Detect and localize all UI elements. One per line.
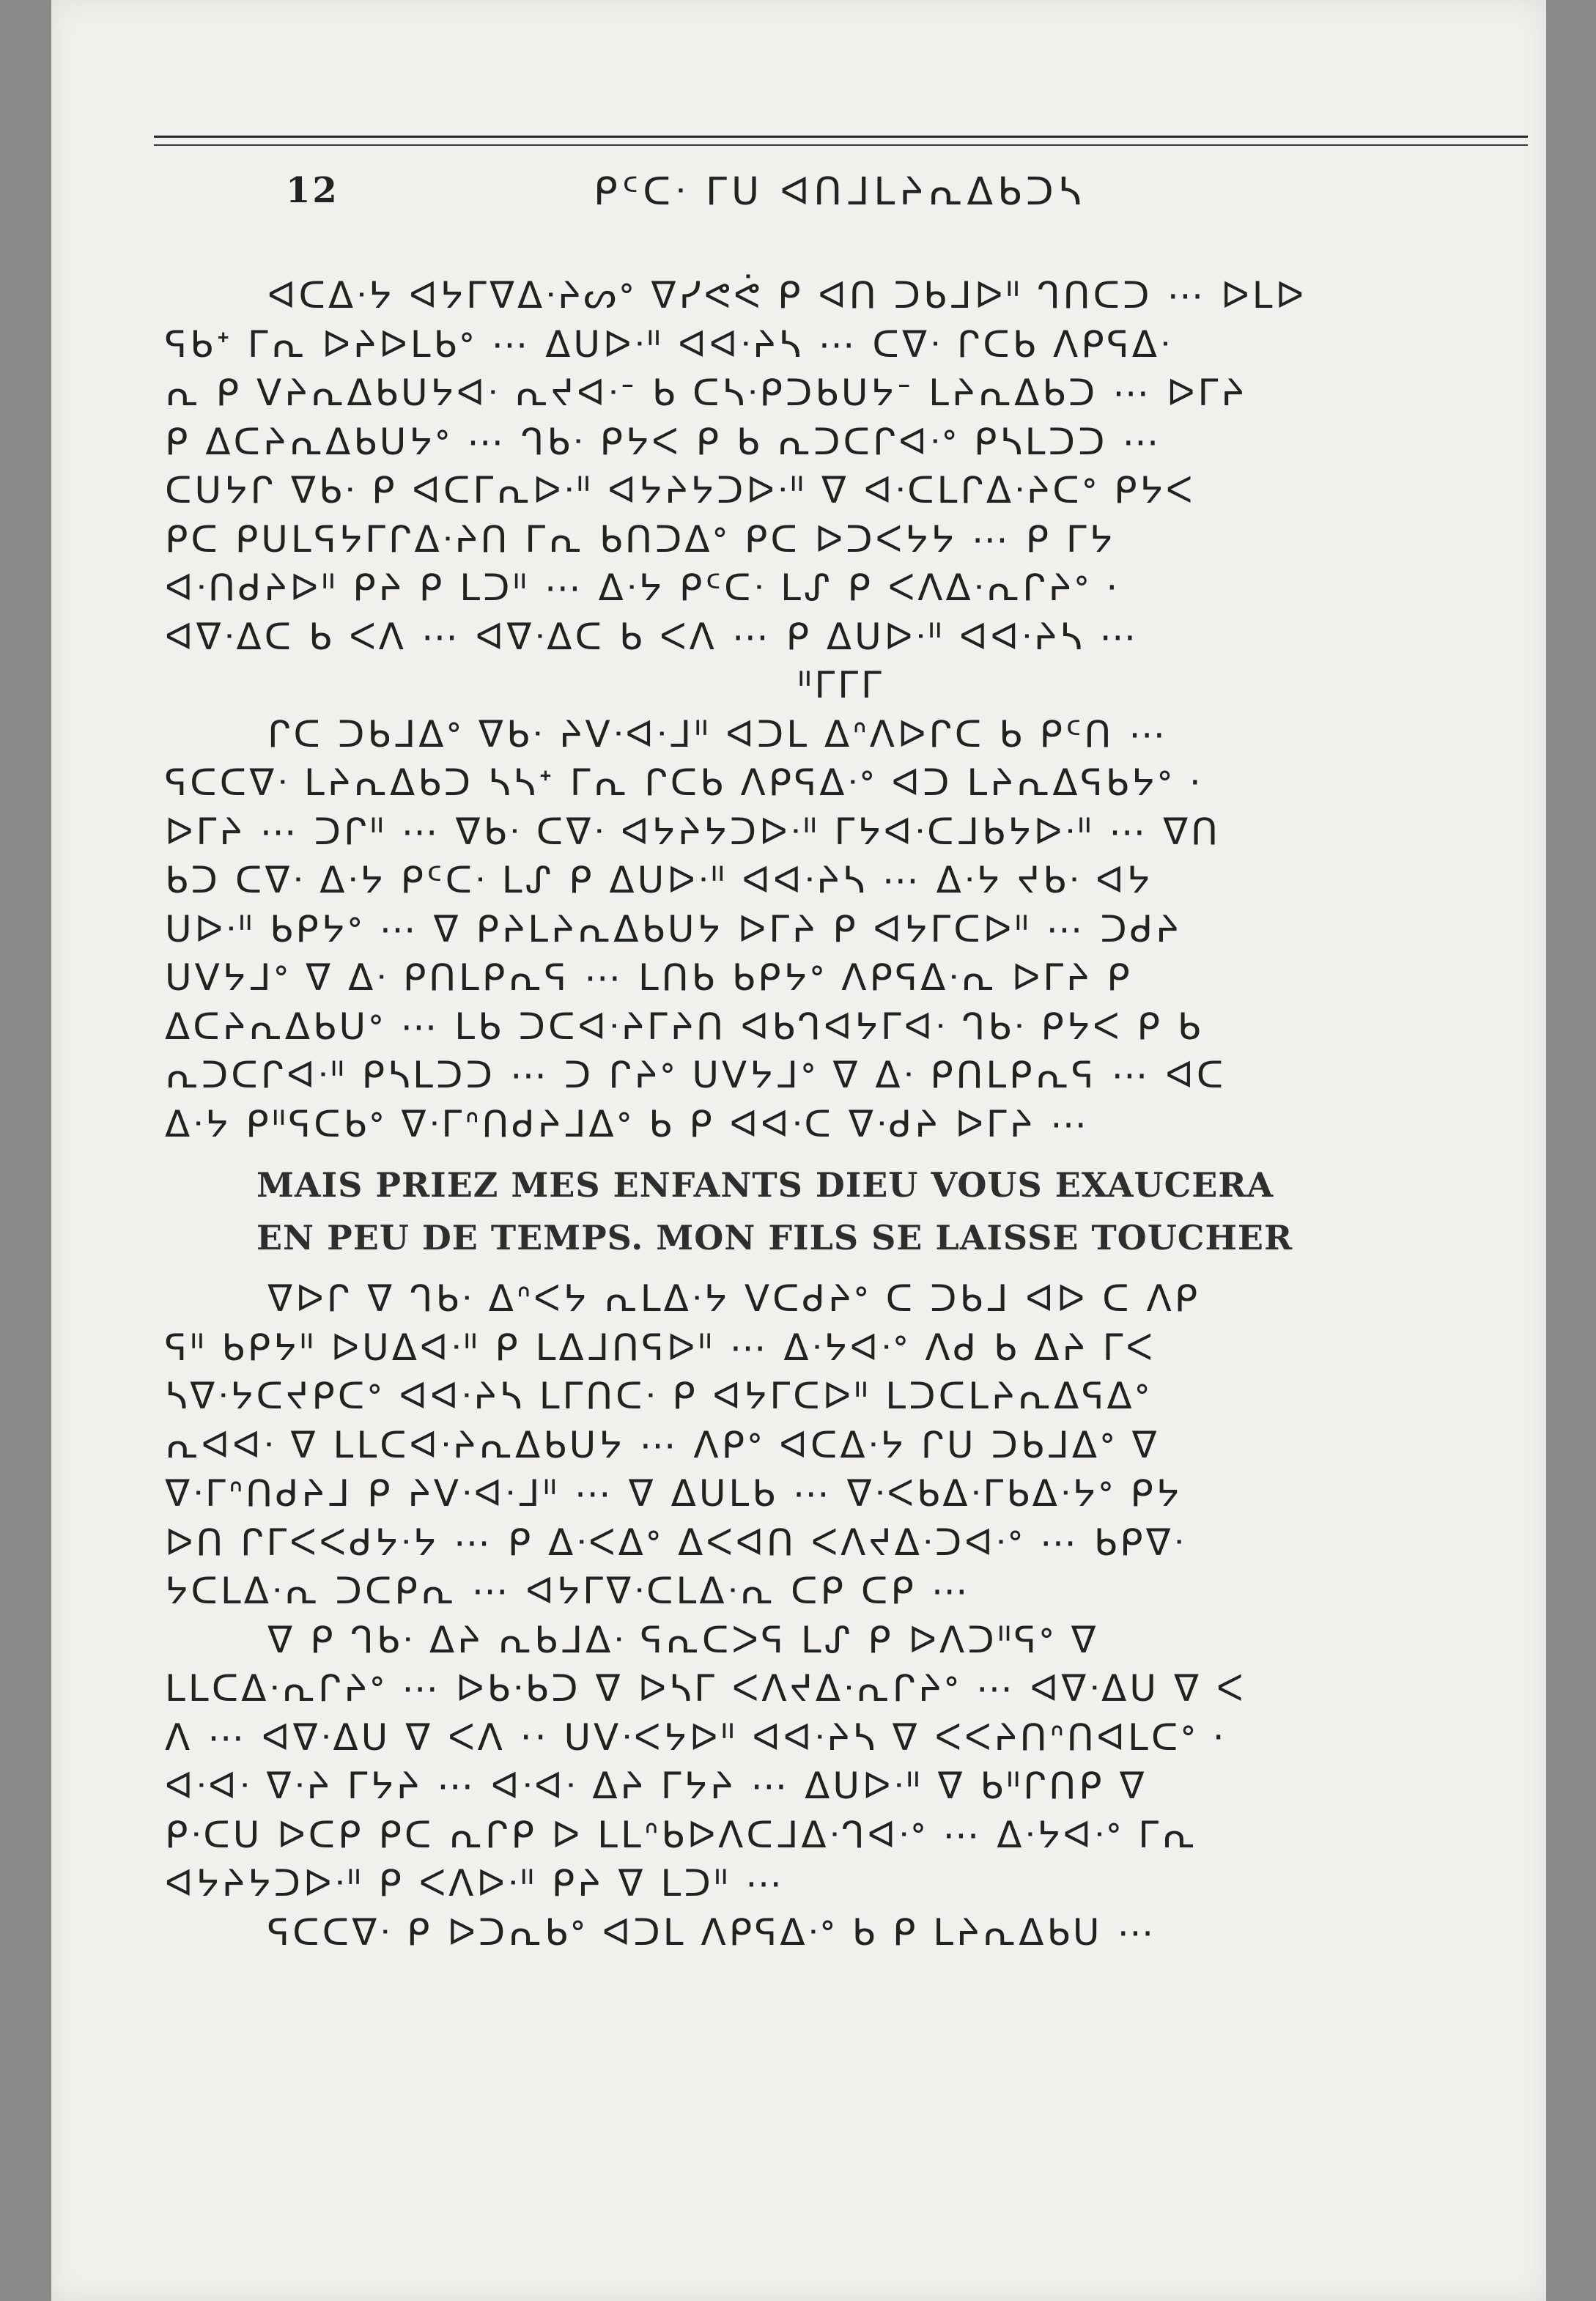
text-line: ᕋᑲᐩ ᒥᕆ ᐅᔨᐅᒪᑲᐤ ⋯ ᐃᑌᐅᐧᐦ ᐊᐊᐧᔨᓴ ⋯ ᑕᐁᐧ ᒋᑕᑲ ᐱᑭᕋᐃᐧ — [165, 322, 1172, 366]
text-line: ᐊᑕᐃᐧᔭ ᐊᔭᒥᐁᐃᐧᔨᔕᐤ ᐁᓯᕙᕚ ᑭ ᐊᑎ ᑐᑲᒧᐅᐦ ᒉᑎᑕᑐ ⋯ ᐅᒪᐅ — [267, 274, 1307, 317]
text-line: ᐁᐅᒋ ᐁ ᒉᑲᐧ ᐃᐢᐸᔭ ᕆᒪᐃᐧᔭ ᐯᑕᑯᔨᐤ ᑕ ᑐᑲᒧ ᐊᐅ ᑕ ᐱᑭ — [267, 1277, 1201, 1320]
french-heading-line-1: MAIS PRIEZ MES ENFANTS DIEU VOUS EXAUCERA — [256, 1165, 1274, 1205]
text-line: ᐊᐁᐧᐃᑕ ᑲ ᐸᐱ ⋯ ᐊᐁᐧᐃᑕ ᑲ ᐸᐱ ⋯ ᑭ ᐃᑌᐅᐧᐦ ᐊᐊᐧᔨᓴ ⋯ — [165, 615, 1139, 658]
text-line: ᑭᑕ ᑭᑌᒪᕋᔭᒥᒋᐃᐧᔨᑎ ᒥᕆ ᑲᑎᑐᐃᐤ ᑭᑕ ᐅᑐᐸᔭᔭ ⋯ ᑭ ᒥᔭ — [165, 517, 1116, 561]
running-head: ᑭᑦᑕᐧ ᒥᑌ ᐊᑎᒧᒪᔨᕆᐃᑲᑐᓴ — [594, 170, 1086, 214]
text-line: ᑕᑌᔭᒋ ᐁᑲᐧ ᑭ ᐊᑕᒥᕆᐅᐧᐦ ᐊᔭᔨᔭᑐᐅᐧᐦ ᐁ ᐊᐧᑕᒪᒋᐃᐧᔨᑕᐤ ᑭᔭᐸ — [165, 469, 1196, 511]
text-line: ᐊᐧᑎᑯᔨᐅᐦ ᑭᔨ ᑭ ᒪᑐᐦ ⋯ ᐃᐧᔭ ᑭᑦᑕᐧ ᒪᔑ ᑭ ᐸᐱᐃᐧᕆᒋᔨᐤ · — [165, 566, 1121, 609]
text-line: ᕋᑕᑕᐁᐧ ᑭ ᐅᑐᕆᑲᐤ ᐊᑐᒪ ᐱᑭᕋᐃᐧᐤ ᑲ ᑭ ᒪᔨᕆᐃᑲᑌ ⋯ — [267, 1910, 1157, 1954]
text-line: ᑭ ᐃᑕᔨᕆᐃᑲᑌᔭᐤ ⋯ ᒉᑲᐧ ᑭᔭᐸ ᑭ ᑲ ᕆᑐᑕᒋᐊᐧᐤ ᑭᓴᒪᑐᑐ ⋯ — [165, 420, 1162, 463]
text-line: ᒪᒪᑕᐃᐧᕆᒋᔨᐤ ⋯ ᐅᑲᐧᑲᑐ ᐁ ᐅᓴᒥ ᐸᐱᔪᐃᐧᕆᒋᔨᐤ ⋯ ᐊᐁᐧᐃᑌ ᐁ ᐸ — [165, 1667, 1246, 1710]
page-body — [165, 271, 1517, 1957]
text-line: ᐃᑕᔨᕆᐃᑲᑌᐤ ⋯ ᒪᑲ ᑐᑕᐊᐧᔨᒥᔨᑎ ᐊᑲᒉᐊᔭᒥᐊᐧ ᒉᑲᐧ ᑭᔭᐸ ᑭ ᑲ — [165, 1005, 1204, 1048]
header-rule-thin — [154, 144, 1528, 146]
text-line: ᐅᒥᔨ ⋯ ᑐᒋᐦ ⋯ ᐁᑲᐧ ᑕᐁᐧ ᐊᔭᔨᔭᑐᐅᐧᐦ ᒥᔭᐊᐧᑕᒧᑲᔭᐅᐧᐦ ⋯ ᐁᑎ — [165, 810, 1221, 853]
section-separator: ᐦᒥᒥᒥ — [797, 664, 884, 706]
text-line: ᕆᑐᑕᒋᐊᐧᐦ ᑭᓴᒪᑐᑐ ⋯ ᑐ ᒋᔨᐤ ᑌᐯᔭᒧᐤ ᐁ ᐃᐧ ᑭᑎᒪᑭᕆᕋ ⋯ ᐊᑕ — [165, 1054, 1227, 1096]
text-line: ᐁᐧᒥᐢᑎᑯᔨᒧ ᑭ ᔨᐯᐧᐊᐧᒧᐦ ⋯ ᐁ ᐃᑌᒪᑲ ⋯ ᐁᐧᐸᑲᐃᐧᒥᑲᐃᐧᔭᐤ ᑭᔭ — [165, 1472, 1183, 1515]
paragraph-2 — [165, 710, 1517, 1149]
text-line: ᑌᐯᔭᒧᐤ ᐁ ᐃᐧ ᑭᑎᒪᑭᕆᕋ ⋯ ᒪᑎᑲ ᑲᑭᔭᐤ ᐱᑭᕋᐃᐧᕆ ᐅᒥᔨ ᑭ — [165, 956, 1133, 999]
text-line: ᑌᐅᐧᐦ ᑲᑭᔭᐤ ⋯ ᐁ ᑭᔨᒪᔨᕆᐃᑲᑌᔭ ᐅᒥᔨ ᑭ ᐊᔭᒥᑕᐅᐦ ⋯ ᑐᑯᔨ — [165, 907, 1182, 950]
text-line: ᕋᑕᑕᐁᐧ ᒪᔨᕆᐃᑲᑐ ᓴᓴᐩ ᒥᕆ ᒋᑕᑲ ᐱᑭᕋᐃᐧᐤ ᐊᑐ ᒪᔨᕆᐃᕋᑲᔭᐤ · — [165, 761, 1204, 804]
text-line: ᕆᐊᐊᐧ ᐁ ᒪᒪᑕᐊᐧᔨᕆᐃᑲᑌᔭ ⋯ ᐱᑭᐤ ᐊᑕᐃᐧᔭ ᒋᑌ ᑐᑲᒧᐃᐤ ᐁ — [165, 1423, 1160, 1466]
text-line: ᐱ ⋯ ᐊᐁᐧᐃᑌ ᐁ ᐸᐱ ·· ᑌᐯᐧᐸᔭᐅᐦ ᐊᐊᐧᔨᓴ ᐁ ᐸᐸᔨᑎᐢᑎᐊᒪᑕᐤ · — [165, 1715, 1227, 1759]
book-page — [51, 0, 1546, 2301]
text-line: ᑲᑐ ᑕᐁᐧ ᐃᐧᔭ ᑭᑦᑕᐧ ᒪᔑ ᑭ ᐃᑌᐅᐧᐦ ᐊᐊᐧᔨᓴ ⋯ ᐃᐧᔭ ᔪᑲᐧ ᐊᔭ — [165, 859, 1153, 901]
paragraph-3 — [165, 1274, 1517, 1616]
text-line: ᑭᐧᑕᑌ ᐅᑕᑭ ᑭᑕ ᕆᒋᑭ ᐅ ᒪᒪᐢᑲᐅᐱᑕᒧᐃᐧᒉᐊᐧᐤ ⋯ ᐃᐧᔭᐊᐧᐤ ᒥᕆ — [165, 1813, 1198, 1856]
text-line: ᐊᔭᔨᔭᑐᐅᐧᐦ ᑭ ᐸᐱᐅᐧᐦ ᑭᔨ ᐁ ᒪᑐᐦ ⋯ — [165, 1862, 786, 1905]
text-line: ᐅᑎ ᒋᒥᐸᐸᑯᔭᐧᔭ ⋯ ᑭ ᐃᐧᐸᐃᐤ ᐃᐸᐊᑎ ᐸᐱᔪᐃᐧᑐᐊᐧᐤ ⋯ ᑲᑭᐁᐧ — [165, 1521, 1186, 1564]
text-line: ᔭᑕᒪᐃᐧᕆ ᑐᑕᑭᕆ ⋯ ᐊᔭᒥᐁᐧᑕᒪᐃᐧᕆ ᑕᑭ ᑕᑭ ⋯ — [165, 1570, 971, 1612]
text-line: ᐊᐧᐊᐧ ᐁᐧᔨ ᒥᔭᔨ ⋯ ᐊᐧᐊᐧ ᐃᔨ ᒥᔭᔨ ⋯ ᐃᑌᐅᐧᐦ ᐁ ᑲᐦᒋᑎᑭ ᐁ — [165, 1765, 1148, 1807]
french-heading-line-2: EN PEU DE TEMPS. MON FILS SE LAISSE TOUCHER — [256, 1218, 1293, 1257]
text-line: ᓴᐁᐧᔭᑕᔪᑭᑕᐤ ᐊᐊᐧᔨᓴ ᒪᒥᑎᑕᐧ ᑭ ᐊᔭᒥᑕᐅᐦ ᒪᑐᑕᒪᔨᕆᐃᕋᐃᐤ — [165, 1375, 1153, 1417]
paragraph-1 — [165, 271, 1517, 661]
text-line: ᐁ ᑭ ᒉᑲᐧ ᐃᔨ ᕆᑲᒧᐃᐧ ᕋᕆᑕᐳᕋ ᒪᔑ ᑭ ᐅᐱᑐᐦᕋᐤ ᐁ — [267, 1618, 1099, 1661]
paragraph-4 — [165, 1616, 1517, 1957]
text-line: ᒋᑕ ᑐᑲᒧᐃᐤ ᐁᑲᐧ ᔨᐯᐧᐊᐧᒧᐦ ᐊᑐᒪ ᐃᐢᐱᐅᒋᑕ ᑲ ᑭᑦᑎ ⋯ — [267, 712, 1169, 756]
text-line: ᕆ ᑭ ᐯᔨᕆᐃᑲᑌᔭᐊᐧ ᕆᔪᐊᐧᐨ ᑲ ᑕᓴᐧᑭᑐᑲᑌᔭᐨ ᒪᔨᕆᐃᑲᑐ ⋯ ᐅᒥᔨ — [165, 372, 1247, 414]
header-rule — [154, 136, 1528, 138]
text-line: ᐃᐧᔭ ᑭᐦᕋᑕᑲᐤ ᐁᐧᒥᐢᑎᑯᔨᒧᐃᐤ ᑲ ᑭ ᐊᐊᐧᑕ ᐁᐧᑯᔨ ᐅᒥᔨ ⋯ — [165, 1102, 1090, 1145]
page-number: 12 — [286, 170, 339, 211]
text-line: ᕋᐦ ᑲᑭᔭᐦ ᐅᑌᐃᐊᐧᐦ ᑭ ᒪᐃᒧᑎᕋᐅᐦ ⋯ ᐃᐧᔭᐊᐧᐤ ᐱᑯ ᑲ ᐃᔨ ᒥᐸ — [165, 1326, 1156, 1369]
